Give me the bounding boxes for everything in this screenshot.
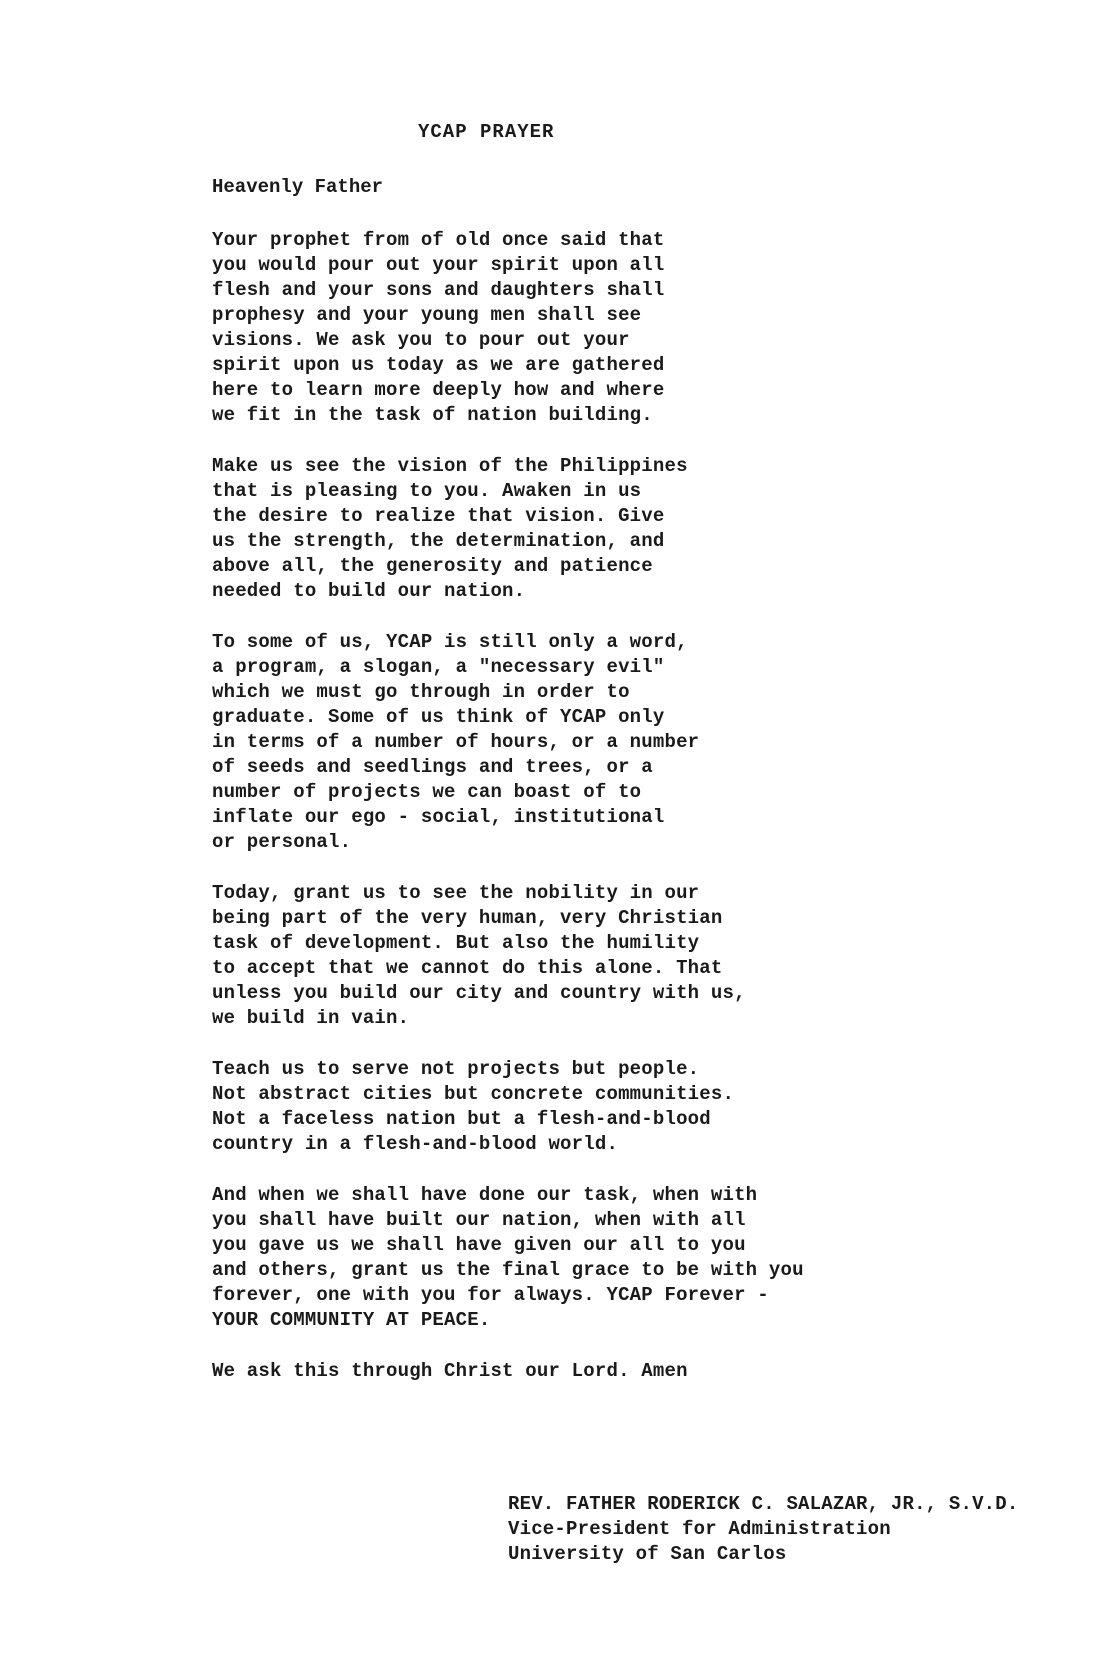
text-line: needed to build our nation. (212, 580, 526, 602)
document-title: YCAP PRAYER (418, 121, 555, 143)
text-line: Your prophet from of old once said that (212, 229, 665, 251)
text-line: a program, a slogan, a "necessary evil" (212, 656, 665, 678)
paragraph (212, 228, 912, 428)
paragraph (212, 1057, 912, 1157)
text-line: here to learn more deeply how and where (212, 379, 665, 401)
prayer-body (212, 228, 912, 1410)
text-line: unless you build our city and country with us, (212, 982, 746, 1004)
text-line: that is pleasing to you. Awaken in us (212, 480, 642, 502)
signatory-title: Vice-President for Administration (508, 1518, 891, 1540)
text-line: us the strength, the determination, and (212, 530, 665, 552)
text-line: in terms of a number of hours, or a number (212, 731, 700, 753)
text-line: And when we shall have done our task, when with (212, 1184, 758, 1206)
text-line: spirit upon us today as we are gathered (212, 354, 665, 376)
text-line: being part of the very human, very Christian (212, 907, 723, 929)
text-line: to accept that we cannot do this alone. That (212, 957, 723, 979)
text-line: the desire to realize that vision. Give (212, 505, 665, 527)
paragraph (212, 454, 912, 604)
text-line: you would pour out your spirit upon all (212, 254, 665, 276)
paragraph (212, 1183, 912, 1333)
text-line: Not abstract cities but concrete communities. (212, 1083, 735, 1105)
text-line: task of development. But also the humility (212, 932, 700, 954)
text-line: of seeds and seedlings and trees, or a (212, 756, 653, 778)
text-line: we build in vain. (212, 1007, 410, 1029)
paragraph (212, 881, 912, 1031)
text-line: above all, the generosity and patience (212, 555, 653, 577)
text-line: graduate. Some of us think of YCAP only (212, 706, 665, 728)
text-line: Teach us to serve not projects but people. (212, 1058, 700, 1080)
paragraph (212, 630, 912, 855)
text-line: We ask this through Christ our Lord. Amen (212, 1360, 688, 1382)
text-line: forever, one with you for always. YCAP Forever - (212, 1284, 769, 1306)
salutation: Heavenly Father (212, 176, 384, 198)
text-line: Today, grant us to see the nobility in our (212, 882, 700, 904)
text-line: flesh and your sons and daughters shall (212, 279, 665, 301)
signatory-institution: University of San Carlos (508, 1543, 787, 1565)
text-line: or personal. (212, 831, 352, 853)
text-line: we fit in the task of nation building. (212, 404, 653, 426)
signature-block (508, 1492, 1088, 1567)
text-line: Not a faceless nation but a flesh-and-blood (212, 1108, 711, 1130)
text-line: visions. We ask you to pour out your (212, 329, 630, 351)
text-line: YOUR COMMUNITY AT PEACE. (212, 1309, 491, 1331)
text-line: you shall have built our nation, when with all (212, 1209, 746, 1231)
text-line: To some of us, YCAP is still only a word, (212, 631, 688, 653)
paragraph (212, 1359, 912, 1384)
text-line: which we must go through in order to (212, 681, 630, 703)
text-line: inflate our ego - social, institutional (212, 806, 665, 828)
text-line: number of projects we can boast of to (212, 781, 642, 803)
text-line: prophesy and your young men shall see (212, 304, 642, 326)
text-line: you gave us we shall have given our all to you (212, 1234, 746, 1256)
signatory-name: REV. FATHER RODERICK C. SALAZAR, JR., S.V.D. (508, 1493, 1019, 1515)
text-line: Make us see the vision of the Philippines (212, 455, 688, 477)
text-line: and others, grant us the final grace to be with you (212, 1259, 804, 1281)
text-line: country in a flesh-and-blood world. (212, 1133, 619, 1155)
